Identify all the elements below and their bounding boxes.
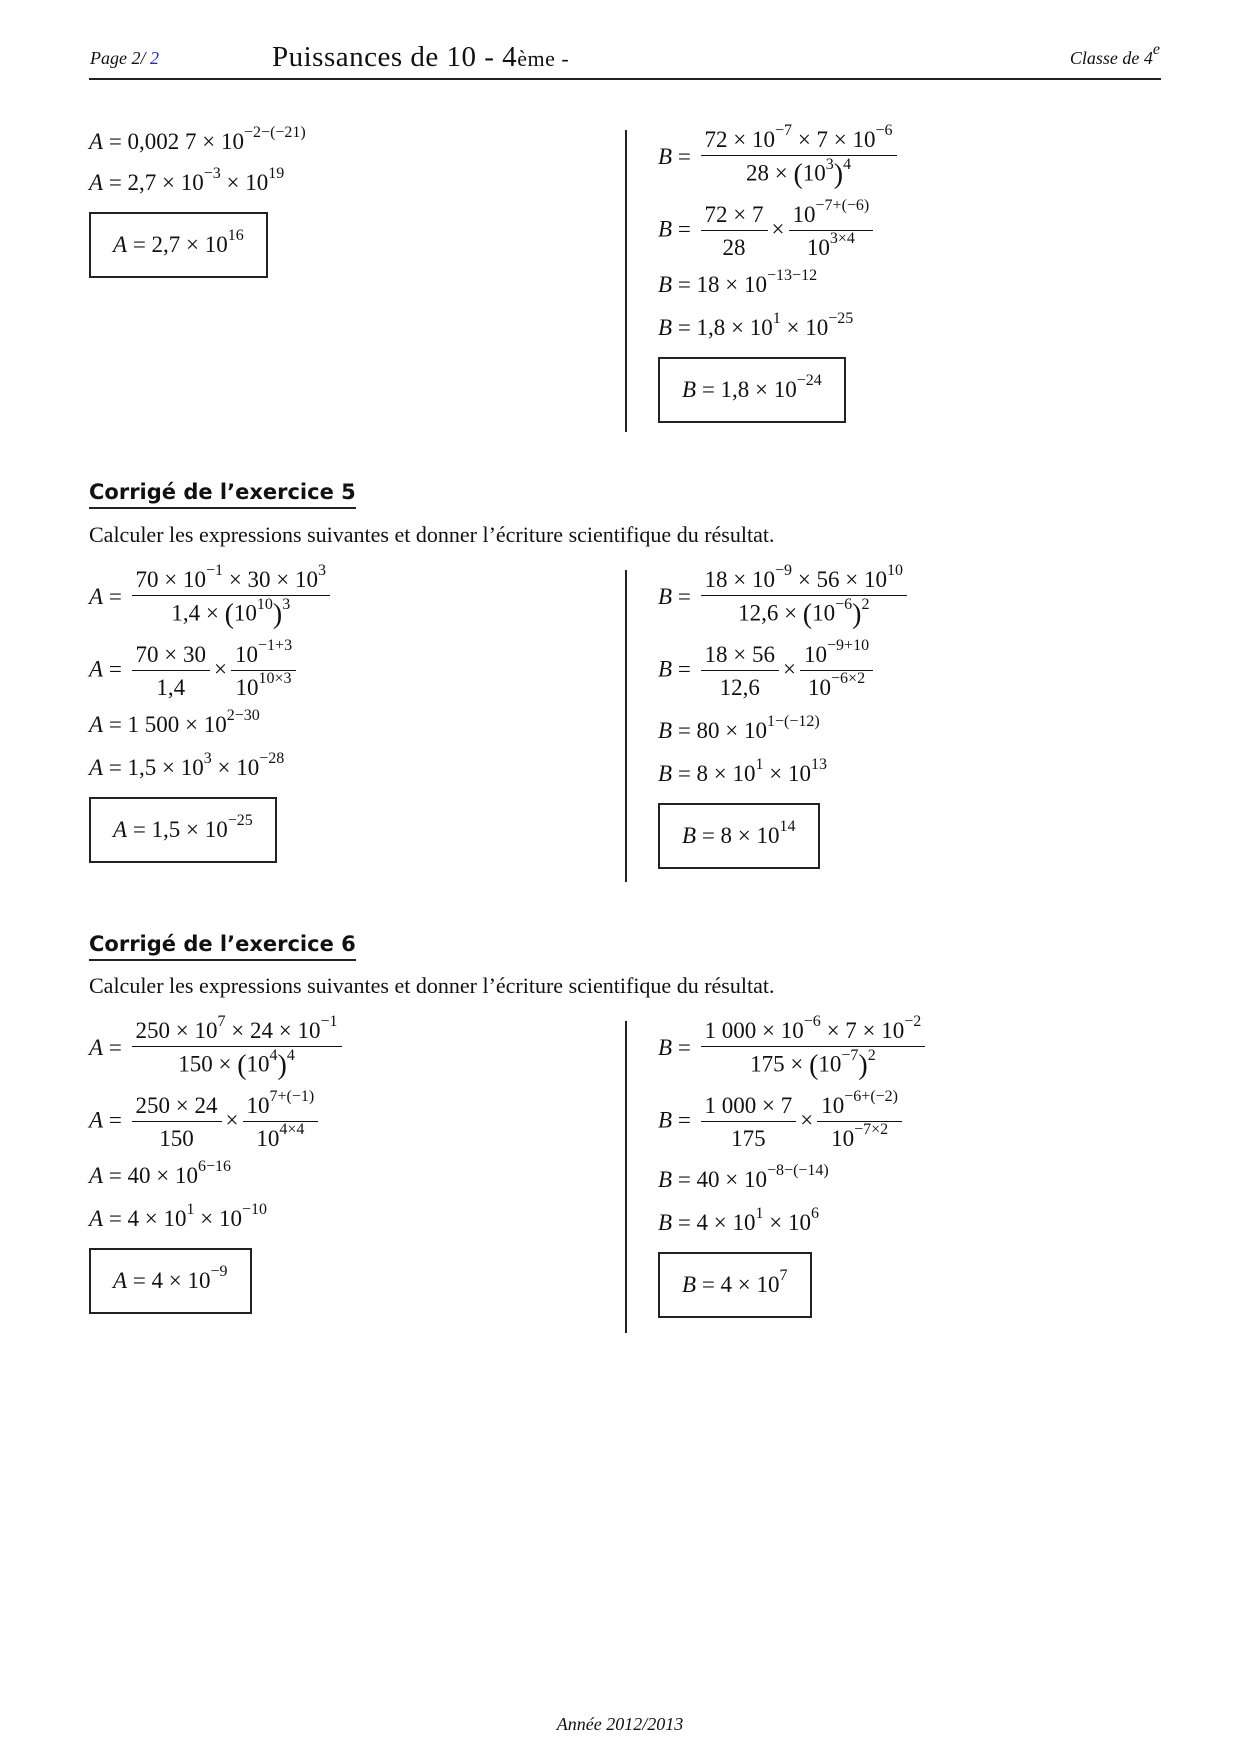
numerator: 1 000 × 7 <box>701 1094 797 1122</box>
var-b: B <box>658 315 673 340</box>
exponent: −25 <box>227 812 253 830</box>
equals: = <box>108 1107 122 1133</box>
var-a: A <box>89 1206 104 1231</box>
expr: × 10 <box>763 1210 811 1235</box>
expr: 70 × 10 <box>135 567 207 592</box>
expr: 10 <box>792 202 816 227</box>
denominator: 12,6 <box>719 675 760 700</box>
footer-year: Année 2012/2013 <box>556 1714 684 1734</box>
fraction <box>701 643 779 699</box>
var-a: A <box>89 1107 104 1133</box>
expr: × 10 <box>211 755 260 780</box>
fraction <box>701 203 768 259</box>
expr: = 0,002 7 × 10 <box>108 129 245 154</box>
page-label: Page 2/ <box>90 48 146 68</box>
exponent: −1 <box>206 562 224 580</box>
title-suffix: ème - <box>517 46 570 71</box>
var-b: B <box>658 1210 673 1235</box>
ex5-right-column <box>658 562 911 869</box>
expr: = 2,7 × 10 <box>108 170 204 195</box>
class-text: Classe de 4 <box>1069 48 1153 68</box>
expr: × 10 <box>220 170 269 195</box>
exponent: 4 <box>286 1046 295 1064</box>
expr: 150 × <box>178 1051 238 1077</box>
var-b: B <box>658 1107 673 1133</box>
exponent: 4 <box>269 1046 278 1064</box>
exponent: 1−(−12) <box>767 713 820 731</box>
exponent: 10 <box>887 562 904 580</box>
expr: 10 <box>804 642 828 667</box>
exponent: 13 <box>811 756 827 774</box>
instruction-ex6: Calculer les expressions suivantes et donner l’écriture scientifique du résultat. <box>89 973 775 998</box>
fraction <box>817 1088 902 1151</box>
result-box <box>89 797 277 863</box>
expr: × 30 × 10 <box>223 567 319 592</box>
math-line <box>89 707 334 737</box>
fraction <box>243 1088 319 1151</box>
exponent: 3 <box>318 562 327 580</box>
math-line <box>89 165 306 195</box>
fraction: $\frac{18 \times 10^{-9} \times 56 \times 10^{10}}{12,6 \times (10^{-6})^2}$ <box>701 568 907 629</box>
math-line <box>658 310 901 340</box>
var-a: A <box>113 232 128 257</box>
expr: × 10 <box>763 761 811 786</box>
top-left-column <box>89 124 306 278</box>
var-b: B <box>658 761 673 786</box>
fraction <box>701 1094 797 1150</box>
var-a: A <box>89 1034 104 1060</box>
expr: = 4 × 10 <box>677 1210 756 1235</box>
numerator: 250 × 24 <box>132 1094 222 1122</box>
exponent: 2−30 <box>226 707 260 725</box>
math-line: B = $\frac{18 \times 56}{12,6}$ × $\frac{10^{-9+10}}{10^{-6\times 2}}$ <box>658 643 911 699</box>
expr: 250 × 10 <box>135 1018 218 1043</box>
var-b: B <box>658 1167 673 1192</box>
expr: 10 <box>235 642 259 667</box>
expr: = 8 × 10 <box>701 823 780 848</box>
denominator: 28 <box>722 235 746 260</box>
math-line: B = $\frac{1 000 \times 7}{175}$ × $\frac{10^{-6+(-2)}}{10^{-7\times 2}}$ <box>658 1094 929 1150</box>
exponent: −6 <box>875 122 893 140</box>
title-main: Puissances de 10 - 4 <box>272 41 518 73</box>
exponent: −28 <box>259 750 285 768</box>
fraction <box>132 643 210 699</box>
math-line <box>89 1158 346 1188</box>
var-a: A <box>113 817 128 842</box>
expr: 10 <box>802 160 826 186</box>
exponent: −9+10 <box>827 637 870 655</box>
var-b: B <box>658 583 673 609</box>
var-b: B <box>682 823 697 848</box>
expr: 10 <box>821 1093 845 1118</box>
expr: 1,4 × <box>171 600 225 626</box>
expr: = 80 × 10 <box>677 718 768 743</box>
exponent: −13−12 <box>767 267 818 285</box>
class-label <box>1069 41 1160 69</box>
exponent: −7+(−6) <box>815 197 870 215</box>
expr: 10 <box>256 1126 280 1151</box>
exponent: 3 <box>825 155 834 173</box>
exponent: −9 <box>210 1263 228 1281</box>
expr: 12,6 × <box>738 600 803 626</box>
exponent: 10×3 <box>258 670 292 688</box>
exponent: 1 <box>755 1205 764 1223</box>
var-b: B <box>658 1034 673 1060</box>
fraction: $\frac{70 \times 10^{-1} \times 30 \times 10^3}{1,4 \times (10^{10})^3}$ <box>132 568 330 629</box>
var-b: B <box>658 718 673 743</box>
expr: = 4 × 10 <box>108 1206 187 1231</box>
expr: 28 × <box>745 160 794 186</box>
exponent: −10 <box>242 1201 268 1219</box>
expr: 72 × 10 <box>704 127 776 152</box>
exponent: −2−(−21) <box>244 124 306 142</box>
expr: × 56 × 10 <box>792 567 888 592</box>
exponent: −6 <box>803 1013 821 1031</box>
exponent: 3 <box>282 595 291 613</box>
expr: = 18 × 10 <box>677 272 768 297</box>
fraction <box>132 1094 222 1150</box>
exponent: −1 <box>320 1013 338 1031</box>
exponent: −9 <box>775 562 793 580</box>
var-b: B <box>682 1272 697 1297</box>
result-box <box>658 803 820 869</box>
result-box <box>89 212 268 278</box>
denominator: 150 <box>159 1126 194 1151</box>
fraction: $\frac{72 \times 10^{-7} \times 7 \times 10^{-6}}{28 \times (10^3)^4}$ <box>701 128 897 189</box>
expr: 175 × <box>750 1051 810 1077</box>
var-a: A <box>89 583 104 609</box>
exponent: −6×2 <box>831 670 866 688</box>
page-title <box>272 41 569 74</box>
math-line <box>658 267 901 297</box>
exponent: −3 <box>203 165 221 183</box>
exponent: 6 <box>811 1205 819 1223</box>
var-a: A <box>89 656 104 682</box>
math-line: A = $\frac{250 \times 24}{150}$ × $\frac{10^{7+(-1)}}{10^{4\times 4}}$ <box>89 1094 346 1150</box>
math-line: B = $\frac{72 \times 7}{28}$ × $\frac{10^{-7+(-6)}}{10^{3\times 4}}$ <box>658 203 901 259</box>
column-divider <box>625 1021 627 1333</box>
exponent: −25 <box>828 310 854 328</box>
math-line <box>658 713 911 743</box>
numerator: 72 × 7 <box>701 203 768 231</box>
var-b: B <box>658 216 673 242</box>
expr: = 40 × 10 <box>677 1167 768 1192</box>
fraction <box>789 197 874 260</box>
var-b: B <box>658 143 673 169</box>
exponent: 3×4 <box>829 230 855 248</box>
exponent: 2 <box>867 1046 876 1064</box>
exponent: 4 <box>843 155 852 173</box>
fraction <box>800 637 873 700</box>
expr: 10 <box>812 600 836 626</box>
exponent: −8−(−14) <box>767 1162 829 1180</box>
top-right-column <box>658 122 901 423</box>
exponent: −7 <box>775 122 793 140</box>
exponent: −1+3 <box>258 637 293 655</box>
column-divider <box>625 130 627 432</box>
math-line <box>89 750 334 780</box>
equals: = <box>677 583 691 609</box>
equals: = <box>108 1034 122 1060</box>
exponent: 7 <box>779 1267 788 1285</box>
expr: 10 <box>818 1051 842 1077</box>
var-a: A <box>89 712 104 737</box>
result-box <box>89 1248 252 1314</box>
expr: = 8 × 10 <box>677 761 756 786</box>
header-rule <box>89 78 1161 80</box>
fraction <box>231 637 296 700</box>
exponent: 19 <box>268 165 285 183</box>
expr: × 24 × 10 <box>225 1018 321 1043</box>
exponent: 1 <box>186 1201 195 1219</box>
math-line <box>658 562 911 630</box>
expr: × 10 <box>194 1206 242 1231</box>
exponent: 6−16 <box>198 1158 232 1176</box>
math-line <box>658 1162 929 1192</box>
ex6-left-column <box>89 1013 346 1314</box>
exponent: 16 <box>227 227 244 245</box>
equals: = <box>108 583 122 609</box>
math-line <box>89 124 306 154</box>
equals: = <box>677 1034 691 1060</box>
expr: = 1 500 × 10 <box>108 712 227 737</box>
exponent: 1 <box>772 310 781 328</box>
var-a: A <box>113 1268 128 1293</box>
expr: × 10 <box>780 315 829 340</box>
result-box <box>658 1252 812 1318</box>
ex6-right-column <box>658 1013 929 1318</box>
class-sup: e <box>1152 41 1160 58</box>
expr: 10 <box>831 1126 855 1151</box>
expr: 18 × 10 <box>704 567 776 592</box>
equals: = <box>677 656 691 682</box>
math-line <box>658 1013 929 1081</box>
exponent: −7 <box>841 1046 859 1064</box>
math-line <box>89 1013 346 1081</box>
var-b: B <box>682 377 697 402</box>
numerator: 18 × 56 <box>701 643 779 671</box>
expr: = 4 × 10 <box>132 1268 211 1293</box>
numerator: 70 × 30 <box>132 643 210 671</box>
expr: × 7 × 10 <box>792 127 876 152</box>
math-line <box>89 562 334 630</box>
expr: = 1,5 × 10 <box>132 817 228 842</box>
exponent: 7 <box>217 1013 226 1031</box>
exponent: −24 <box>796 372 822 390</box>
var-a: A <box>89 129 104 154</box>
expr: 1 000 × 10 <box>704 1018 804 1043</box>
expr: 10 <box>808 675 832 700</box>
expr: = 40 × 10 <box>108 1163 199 1188</box>
exponent: 2 <box>861 595 870 613</box>
exponent: −6+(−2) <box>844 1088 898 1106</box>
math-line: A = $\frac{70 \times 30}{1,4}$ × $\frac{10^{-1+3}}{10^{10\times 3}}$ <box>89 643 334 699</box>
result-box <box>658 357 846 423</box>
page-number <box>90 48 159 69</box>
math-line <box>658 756 911 786</box>
exponent: 7+(−1) <box>269 1088 315 1106</box>
var-a: A <box>89 755 104 780</box>
equals: = <box>677 143 691 169</box>
column-divider <box>625 570 627 882</box>
math-line <box>658 122 901 190</box>
exponent: 4×4 <box>279 1121 305 1139</box>
expr: = 4 × 10 <box>701 1272 780 1297</box>
exponent: −2 <box>904 1013 922 1031</box>
expr: 10 <box>246 1051 270 1077</box>
exponent: 1 <box>755 756 764 774</box>
fraction: $\frac{250 \times 10^7 \times 24 \times 10^{-1}}{150 \times (10^4)^4}$ <box>132 1019 342 1080</box>
expr: = 1,8 × 10 <box>677 315 773 340</box>
equals: = <box>108 656 122 682</box>
expr: = 2,7 × 10 <box>132 232 228 257</box>
equals: = <box>677 1107 691 1133</box>
expr: 10 <box>233 600 257 626</box>
expr: × 7 × 10 <box>820 1018 905 1043</box>
exponent: 3 <box>203 750 212 768</box>
math-line <box>89 1201 346 1231</box>
ex5-left-column <box>89 562 334 863</box>
section-title-ex5: Corrigé de l’exercice 5 <box>89 480 356 509</box>
page-link[interactable]: 2 <box>150 48 159 68</box>
exponent: −7×2 <box>854 1121 889 1139</box>
expr: = 1,8 × 10 <box>701 377 797 402</box>
var-b: B <box>658 656 673 682</box>
var-a: A <box>89 1163 104 1188</box>
var-a: A <box>89 170 104 195</box>
math-line <box>658 1205 929 1235</box>
denominator: 175 <box>731 1126 766 1151</box>
exponent: 14 <box>779 818 796 836</box>
section-title-ex6: Corrigé de l’exercice 6 <box>89 932 356 961</box>
var-b: B <box>658 272 673 297</box>
expr: 10 <box>235 675 259 700</box>
expr: 10 <box>806 235 830 260</box>
exponent: −6 <box>835 595 853 613</box>
expr: 10 <box>246 1093 270 1118</box>
denominator: 1,4 <box>156 675 186 700</box>
exponent: 10 <box>256 595 273 613</box>
instruction-ex5: Calculer les expressions suivantes et donner l’écriture scientifique du résultat. <box>89 522 775 547</box>
equals: = <box>677 216 691 242</box>
fraction: $\frac{1 000 \times 10^{-6} \times 7 \times 10^{-2}}{175 \times (10^{-7})^2}$ <box>701 1019 926 1080</box>
expr: = 1,5 × 10 <box>108 755 204 780</box>
